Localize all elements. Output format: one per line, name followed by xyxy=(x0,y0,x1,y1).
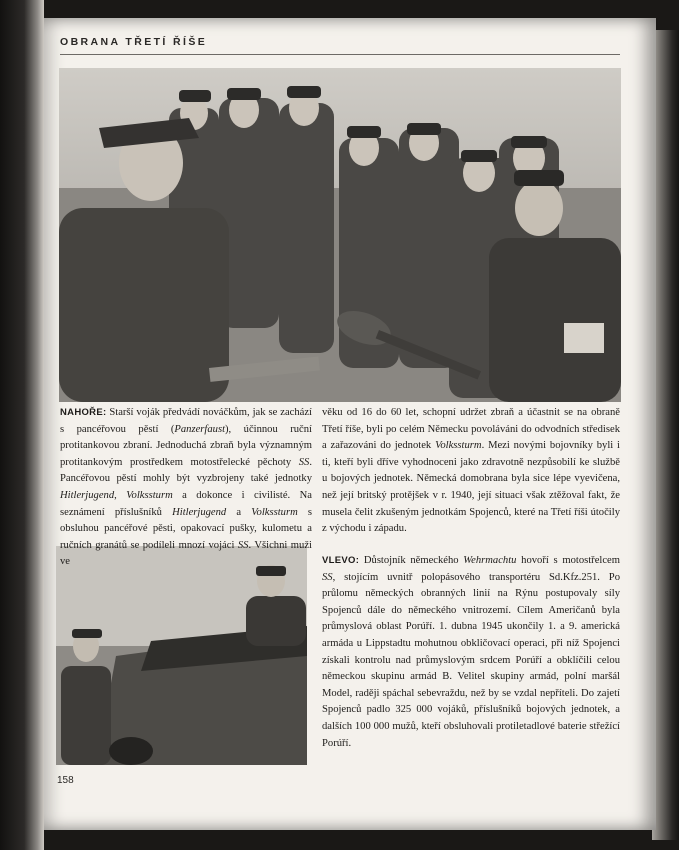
caption-fragment: . Pancéřovou pěstí mohly být vyzbrojeny také jednotky xyxy=(60,456,312,485)
caption-top-column-1 xyxy=(60,405,312,571)
caption-fragment: Důstojník německého xyxy=(359,555,464,566)
caption-label-top: NAHOŘE: xyxy=(60,407,107,418)
caption-body-top-1 xyxy=(60,407,312,567)
running-header: OBRANA TŘETÍ ŘÍŠE xyxy=(60,36,208,48)
caption-fragment: hovoří s motostřelcem xyxy=(516,555,620,566)
book-spine-right xyxy=(652,30,679,840)
caption-fragment: Wehrmachtu xyxy=(463,555,517,566)
caption-fragment: s obsluhou pancéřové pěsti, opakovací pušky, kulometu a ručních granátů se podíleli mnozí vojáci xyxy=(60,506,313,551)
caption-label-left: VLEVO: xyxy=(322,555,360,566)
caption-fragment: SS xyxy=(298,456,310,468)
caption-fragment: Panzerfaust xyxy=(174,423,226,435)
caption-fragment: Volkssturm xyxy=(435,440,482,452)
page-number: 158 xyxy=(57,775,74,786)
caption-fragment: a xyxy=(226,506,252,518)
caption-fragment: , xyxy=(114,489,127,501)
caption-top-column-2 xyxy=(322,405,620,538)
caption-fragment: a dokonce i civilisté. Na seznámení příslušníků xyxy=(60,489,312,518)
caption-left-photo xyxy=(322,553,620,752)
caption-fragment: Hitlerjugend xyxy=(172,506,227,518)
caption-fragment: SS xyxy=(322,571,333,583)
caption-fragment: Volkssturm xyxy=(126,489,173,501)
caption-fragment: , stojícím uvnitř polopásového transportéru Sd.Kfz.251. Po průlomu německých obranných linií na Rýnu postupovaly síly Spojenců dále do německého vnitrozemí. Cílem Američanů byla průmyslová oblast Porúří. 1. dubna 1945 ukončily 1. a 9. americká armáda u Lippstadtu mohutnou obkličovací operaci, při níž Spojenci získali kontrolu nad průmyslovým srdcem Porúří a obklíčili celou německou skupinu armád B. Velitel skupiny armád, polní maršál Model, raději spáchal sebevraždu, než by se vzdal nepříteli. Do zajetí Spojenců padlo 325 000 vojáků, příslušníků bojových jednotek, a dalších 100 000 mužů, kteří obsluhovali protiletadlové baterie střežící Porúří. xyxy=(322,571,620,749)
caption-body-left xyxy=(322,555,620,749)
caption-fragment: Hitlerjugend xyxy=(60,489,115,501)
caption-fragment: Volkssturm xyxy=(251,506,298,518)
caption-fragment: . Všichni muži ve xyxy=(60,539,312,568)
photo-soldiers-panzerfaust xyxy=(59,68,621,402)
caption-fragment: Starší voják předvádí nováčkům, jak se zachází s pancéřovou pěstí ( xyxy=(60,407,312,435)
photo-bottom-drawing xyxy=(56,546,307,765)
photo-top-drawing xyxy=(59,68,621,402)
photo-halftrack-officer xyxy=(56,546,307,765)
header-rule xyxy=(60,54,620,55)
caption-fragment: věku od 16 do 60 let, schopní udržet zbraň a účastnit se na obraně Třetí říše, byli po celém Německu povoláváni do odvodních středisek a zařazováni do jednotek xyxy=(322,407,620,452)
caption-body-top-2 xyxy=(322,407,620,534)
caption-fragment: SS xyxy=(237,539,249,551)
caption-fragment: . Mezi novými bojovníky byli i ti, kteří byli dříve vyhodnoceni jako zdravotně nezpůsobilí ke službě u bojových jednotek. Německá domobrana byla sice lépe vyevičena, než její britský protějšek v r. 1940, její situaci však ztěžoval fakt, že musela čelit zkušeným jednotkám Spojenců, které na Třetí říši útočily z východu i západu. xyxy=(322,440,620,535)
book-spine-left xyxy=(0,0,44,850)
caption-fragment: ), účinnou ruční protitankovou zbraní. Jednoduchá zbraň byla významným protitankovým prostředkem motostřelecké pěchoty xyxy=(60,423,312,468)
